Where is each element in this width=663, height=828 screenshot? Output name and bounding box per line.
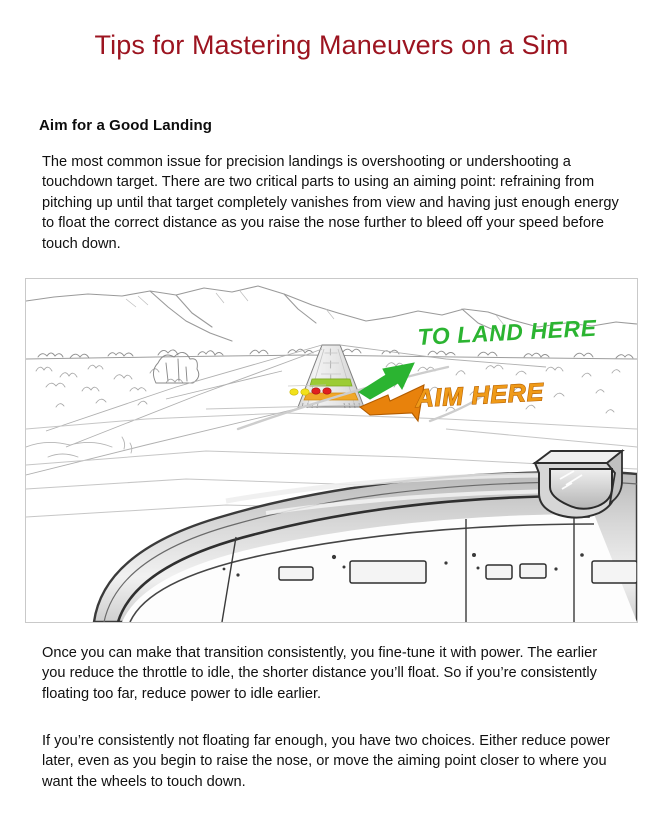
papi-light-3-red — [312, 388, 320, 394]
to-land-here-label: TO LAND HERE — [416, 314, 598, 350]
papi-light-2-yellow — [301, 389, 309, 395]
page-title: Tips for Mastering Maneuvers on a Sim — [94, 30, 569, 60]
runway-illustration — [25, 278, 638, 623]
paragraph-intro: The most common issue for precision landings is overshooting or undershooting a touchdown target. There are two critical parts to using an aiming point: refraining from pitching up until that target completely vanishes from view and having just enough energy to float the correct distance as you raise the nose further to bleed off your speed before touch down. — [42, 154, 619, 252]
runway-sketch-svg — [26, 279, 637, 622]
section-heading: Aim for a Good Landing — [39, 117, 213, 134]
paragraph-choices: If you’re consistently not floating far enough, you have two choices. Either reduce power later, even as you begin to raise the nose, or move the aiming point closer to where you want the wheels to touch down. — [42, 733, 610, 790]
paragraph-power: Once you can make that transition consistently, you fine-tune it with power. The earlier you reduce the throttle to idle, the shorter distance you’ll float. So if you’re consistently floating too far, reduce power to idle earlier. — [42, 645, 598, 702]
papi-light-4-red — [323, 388, 331, 394]
papi-light-1-yellow — [290, 389, 298, 395]
aim-here-label: AIM HERE — [414, 378, 545, 413]
